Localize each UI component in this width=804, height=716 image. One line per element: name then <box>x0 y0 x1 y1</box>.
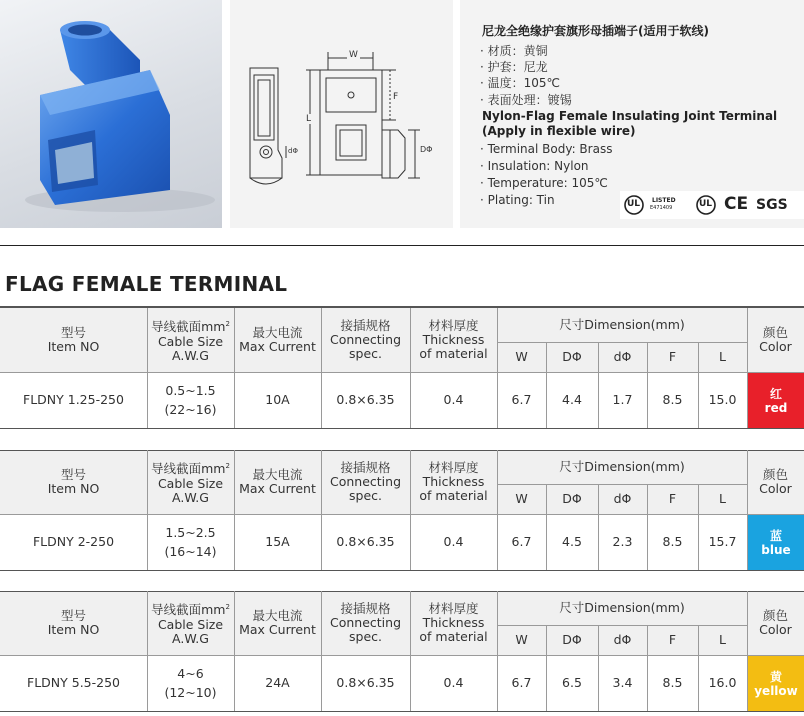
header-dimension <box>497 450 747 484</box>
header-dim-label: W <box>515 632 528 647</box>
technical-drawing <box>230 0 453 228</box>
item-no-value: FLDNY 1.25-250 <box>23 392 124 407</box>
header-item-no <box>0 591 147 655</box>
column-divider <box>234 308 235 428</box>
header-dim-label: DΦ <box>562 349 582 364</box>
dim-column-divider <box>698 625 699 711</box>
header-dim-label: DΦ <box>562 491 582 506</box>
thickness-value: 0.4 <box>443 392 464 407</box>
header-bottom-rule <box>0 372 804 373</box>
dim-value: 2.3 <box>612 534 633 549</box>
header-dim-d <box>546 342 598 372</box>
header-thick-cn: 材料厚度 <box>428 460 479 475</box>
dim-value: 1.7 <box>612 392 633 407</box>
max-current-value: 15A <box>265 534 290 549</box>
table-bottom-rule <box>0 428 804 429</box>
row-cable-size <box>147 372 234 428</box>
header-conn-cn: 接插规格 <box>340 318 391 333</box>
column-divider <box>321 450 322 570</box>
header-thick-cn: 材料厚度 <box>428 318 479 333</box>
header-color-cn: 颜色 <box>762 608 788 623</box>
dim-column-divider <box>598 625 599 711</box>
header-max-current <box>234 308 321 372</box>
header-thick-en2: of material <box>419 346 488 361</box>
header-dim-d <box>546 484 598 514</box>
header-item-en: Item NO <box>47 339 100 354</box>
row-dim-f <box>647 655 698 711</box>
row-color-swatch <box>748 373 804 428</box>
header-thickness <box>410 308 497 372</box>
cn-spec-temperature: · 温度：105℃ <box>480 76 561 90</box>
dim-group-divider <box>497 342 747 343</box>
section-title: FLAG FEMALE TERMINAL <box>5 272 288 296</box>
column-divider <box>410 591 411 711</box>
spec-table <box>0 308 804 428</box>
dim-group-divider <box>497 625 747 626</box>
header-item-en: Item NO <box>47 481 100 496</box>
column-divider <box>321 591 322 711</box>
column-divider <box>747 308 748 428</box>
header-conn-en1: Connecting <box>329 474 401 489</box>
header-color-en: Color <box>759 622 792 637</box>
header-dim-w <box>497 625 546 655</box>
color-cn-value: 黄 <box>769 669 782 684</box>
dim-column-divider <box>647 625 648 711</box>
row-dim-d <box>546 372 598 428</box>
header-dim-d <box>546 625 598 655</box>
header-thick-en2: of material <box>419 488 488 503</box>
header-item-cn: 型号 <box>60 467 86 482</box>
row-max-current <box>234 655 321 711</box>
column-divider <box>747 450 748 570</box>
header-color <box>747 308 804 372</box>
dim-column-divider <box>598 484 599 570</box>
item-no-value: FLDNY 5.5-250 <box>27 675 120 690</box>
table-top-rule <box>0 450 804 451</box>
table-bottom-rule <box>0 711 804 712</box>
ul-listed-text: LISTED <box>652 197 676 204</box>
column-divider <box>321 308 322 428</box>
row-cable-size <box>147 514 234 570</box>
column-divider <box>747 591 748 711</box>
dim-value: 6.7 <box>511 534 532 549</box>
header-item-cn: 型号 <box>60 325 86 340</box>
dim-column-divider <box>647 484 648 570</box>
header-dimension <box>497 308 747 342</box>
terminal-photo-image <box>0 0 222 228</box>
header-dim-label: DΦ <box>562 632 582 647</box>
row-max-current <box>234 514 321 570</box>
en-product-title: Nylon-Flag Female Insulating Joint Terminal <box>482 109 778 123</box>
header-connecting-spec <box>321 450 410 514</box>
max-current-value: 24A <box>265 675 290 690</box>
en-spec-insulation: · Insulation: Nylon <box>480 159 589 173</box>
header-wire-sup: 2 <box>225 603 230 612</box>
color-cn-value: 红 <box>769 386 782 401</box>
row-dim-d <box>598 372 647 428</box>
header-cable-size <box>147 308 234 372</box>
header-dim-d <box>598 342 647 372</box>
row-dim-d <box>546 655 598 711</box>
dim-column-divider <box>546 625 547 711</box>
dim-value: 6.7 <box>511 675 532 690</box>
spec-table <box>0 591 804 711</box>
f-dim-label: F <box>393 92 399 102</box>
thickness-value: 0.4 <box>443 534 464 549</box>
dim-column-divider <box>698 342 699 428</box>
dim-value: 8.5 <box>662 534 683 549</box>
column-divider <box>147 308 148 428</box>
header-conn-cn: 接插规格 <box>340 460 391 475</box>
header-color <box>747 450 804 514</box>
column-divider <box>234 450 235 570</box>
header-wire-en1: Cable Size <box>157 475 224 491</box>
row-cable-size <box>147 655 234 711</box>
header-item-cn: 型号 <box>60 608 86 623</box>
dim-value: 3.4 <box>612 675 633 690</box>
row-thickness <box>410 514 497 570</box>
spec-table <box>0 450 804 570</box>
en-spec-plating: · Plating: Tin <box>480 193 555 207</box>
header-dim-label: F <box>668 491 677 506</box>
en-product-subtitle: (Apply in flexible wire) <box>482 124 636 138</box>
header-dim-l <box>698 342 747 372</box>
dim-value: 15.7 <box>708 534 737 549</box>
row-item-no <box>0 514 147 570</box>
header-dim-f <box>647 484 698 514</box>
header-wire-en1: Cable Size <box>157 616 224 632</box>
header-dim-label: F <box>668 632 677 647</box>
small-d-dim-label: dΦ <box>288 147 298 155</box>
header-dimension-text: 尺寸Dimension(mm) <box>559 459 685 474</box>
header-color-en: Color <box>759 481 792 496</box>
en-spec-temperature: · Temperature: 105℃ <box>480 176 608 190</box>
row-dim-w <box>497 655 546 711</box>
header-connecting-spec <box>321 308 410 372</box>
l-dim-label: L <box>306 114 312 124</box>
header-max-current <box>234 591 321 655</box>
color-cn-value: 蓝 <box>769 528 782 543</box>
cable-size-value: 4~6 <box>177 666 204 681</box>
cn-product-title: 尼龙全绝缘护套旗形母插端子(适用于软线) <box>482 24 709 38</box>
header-conn-en2: spec. <box>349 488 382 503</box>
row-dim-f <box>647 372 698 428</box>
header-max-current <box>234 450 321 514</box>
dim-value: 6.7 <box>511 392 532 407</box>
row-dim-d <box>598 514 647 570</box>
row-dim-l <box>698 372 747 428</box>
header-dim-f <box>647 342 698 372</box>
dim-group-divider <box>497 484 747 485</box>
header-wire-en1: Cable Size <box>157 333 224 349</box>
header-dim-label: L <box>719 349 726 364</box>
row-thickness <box>410 372 497 428</box>
header-dimension-text: 尺寸Dimension(mm) <box>559 317 685 332</box>
header-current-en: Max Current <box>239 339 316 354</box>
ce-mark: CE <box>724 194 749 214</box>
row-dim-w <box>497 514 546 570</box>
color-en-value: yellow <box>754 683 798 698</box>
connecting-spec-value: 0.8×6.35 <box>336 534 395 549</box>
header-item-no <box>0 450 147 514</box>
header-dim-label: F <box>668 349 677 364</box>
dimension-drawing <box>230 0 453 228</box>
header-color-en: Color <box>759 339 792 354</box>
header-current-cn: 最大电流 <box>252 467 303 482</box>
header-wire-en2: A.W.G <box>172 630 209 646</box>
column-divider <box>147 450 148 570</box>
header-cable-size <box>147 591 234 655</box>
header-bottom-rule <box>0 655 804 656</box>
header-conn-en1: Connecting <box>329 615 401 630</box>
dim-value: 8.5 <box>662 392 683 407</box>
cn-spec-material: · 材质：黄铜 <box>480 44 548 58</box>
header-wire-sup: 2 <box>225 320 230 329</box>
awg-value: (12~10) <box>164 685 217 700</box>
en-spec-body: · Terminal Body: Brass <box>480 142 613 156</box>
header-dim-w <box>497 342 546 372</box>
row-item-no <box>0 655 147 711</box>
dim-column-divider <box>546 484 547 570</box>
ul-number-text: E471409 <box>650 205 673 211</box>
sgs-mark: SGS <box>756 197 788 213</box>
column-divider <box>147 591 148 711</box>
cul-logo-text: UL <box>699 199 713 209</box>
header-dim-f <box>647 625 698 655</box>
header-thick-en1: Thickness <box>422 474 485 489</box>
header-dimension <box>497 591 747 625</box>
dim-value: 8.5 <box>662 675 683 690</box>
big-d-dim-label: DΦ <box>420 145 433 154</box>
row-item-no <box>0 372 147 428</box>
header-wire-en2: A.W.G <box>172 347 209 363</box>
divider <box>0 245 804 246</box>
dim-value: 15.0 <box>708 392 737 407</box>
dim-value: 16.0 <box>708 675 737 690</box>
header-wire-cn <box>151 459 230 476</box>
header-dim-d <box>598 625 647 655</box>
row-color-swatch <box>748 515 804 570</box>
header-thickness <box>410 591 497 655</box>
row-connecting-spec <box>321 514 410 570</box>
dim-value: 4.5 <box>562 534 582 549</box>
header-thick-en2: of material <box>419 629 488 644</box>
header-dim-l <box>698 484 747 514</box>
row-dim-d <box>598 655 647 711</box>
header-color-cn: 颜色 <box>762 467 788 482</box>
row-dim-l <box>698 655 747 711</box>
header-dim-w <box>497 484 546 514</box>
header-dim-label: W <box>515 491 528 506</box>
w-dim-label: W <box>349 50 358 60</box>
row-dim-w <box>497 372 546 428</box>
header-dim-label: dΦ <box>613 632 632 647</box>
row-color-swatch <box>748 656 804 711</box>
header-conn-en2: spec. <box>349 346 382 361</box>
table-bottom-rule <box>0 570 804 571</box>
header-dim-label: L <box>719 491 726 506</box>
row-thickness <box>410 655 497 711</box>
dim-value: 4.4 <box>562 392 582 407</box>
header-conn-en1: Connecting <box>329 332 401 347</box>
dim-column-divider <box>698 484 699 570</box>
header-wire-cn-text: 导线截面mm <box>151 602 226 618</box>
cn-spec-insulation: · 护套：尼龙 <box>480 60 548 74</box>
header-thickness <box>410 450 497 514</box>
max-current-value: 10A <box>265 392 290 407</box>
header-dim-label: dΦ <box>613 491 632 506</box>
header-conn-en2: spec. <box>349 629 382 644</box>
connecting-spec-value: 0.8×6.35 <box>336 392 395 407</box>
row-dim-f <box>647 514 698 570</box>
header-wire-en2: A.W.G <box>172 489 209 505</box>
cn-spec-plating: · 表面处理：镀锡 <box>480 93 572 107</box>
color-en-value: red <box>764 400 788 415</box>
thickness-value: 0.4 <box>443 675 464 690</box>
row-connecting-spec <box>321 655 410 711</box>
column-divider <box>410 450 411 570</box>
header-dimension-text: 尺寸Dimension(mm) <box>559 600 685 615</box>
column-divider <box>497 450 498 570</box>
column-divider <box>497 308 498 428</box>
row-connecting-spec <box>321 372 410 428</box>
row-max-current <box>234 372 321 428</box>
header-dim-l <box>698 625 747 655</box>
header-dim-label: W <box>515 349 528 364</box>
header-current-cn: 最大电流 <box>252 608 303 623</box>
header-color <box>747 591 804 655</box>
connecting-spec-value: 0.8×6.35 <box>336 675 395 690</box>
header-dim-label: dΦ <box>613 349 632 364</box>
header-thick-en1: Thickness <box>422 332 485 347</box>
header-current-cn: 最大电流 <box>252 325 303 340</box>
header-bottom-rule <box>0 514 804 515</box>
header-dim-label: L <box>719 632 726 647</box>
dim-column-divider <box>598 342 599 428</box>
ul-logo-text: UL <box>627 199 641 209</box>
header-color-cn: 颜色 <box>762 325 788 340</box>
header-thick-en1: Thickness <box>422 615 485 630</box>
certification-strip <box>620 191 804 219</box>
header-item-no <box>0 308 147 372</box>
dim-column-divider <box>546 342 547 428</box>
header-cable-size <box>147 450 234 514</box>
header-connecting-spec <box>321 591 410 655</box>
awg-value: (22~16) <box>164 402 217 417</box>
color-en-value: blue <box>761 542 791 557</box>
header-thick-cn: 材料厚度 <box>428 601 479 616</box>
header-dim-d <box>598 484 647 514</box>
cable-size-value: 1.5~2.5 <box>165 525 216 540</box>
spec-panel <box>460 0 804 228</box>
row-dim-d <box>546 514 598 570</box>
dim-value: 6.5 <box>562 675 582 690</box>
awg-value: (16~14) <box>164 544 217 559</box>
header-current-en: Max Current <box>239 481 316 496</box>
table-top-rule <box>0 591 804 592</box>
column-divider <box>497 591 498 711</box>
cable-size-value: 0.5~1.5 <box>165 383 216 398</box>
item-no-value: FLDNY 2-250 <box>32 534 115 549</box>
header-wire-cn-text: 导线截面mm <box>151 319 226 335</box>
header-wire-cn <box>151 317 230 334</box>
header-wire-cn-text: 导线截面mm <box>151 461 226 477</box>
header-wire-cn <box>151 600 230 617</box>
header-current-en: Max Current <box>239 622 316 637</box>
product-photo <box>0 0 222 228</box>
header-item-en: Item NO <box>47 622 100 637</box>
header-wire-sup: 2 <box>225 462 230 471</box>
dim-column-divider <box>647 342 648 428</box>
header-conn-cn: 接插规格 <box>340 601 391 616</box>
row-dim-l <box>698 514 747 570</box>
column-divider <box>410 308 411 428</box>
column-divider <box>234 591 235 711</box>
